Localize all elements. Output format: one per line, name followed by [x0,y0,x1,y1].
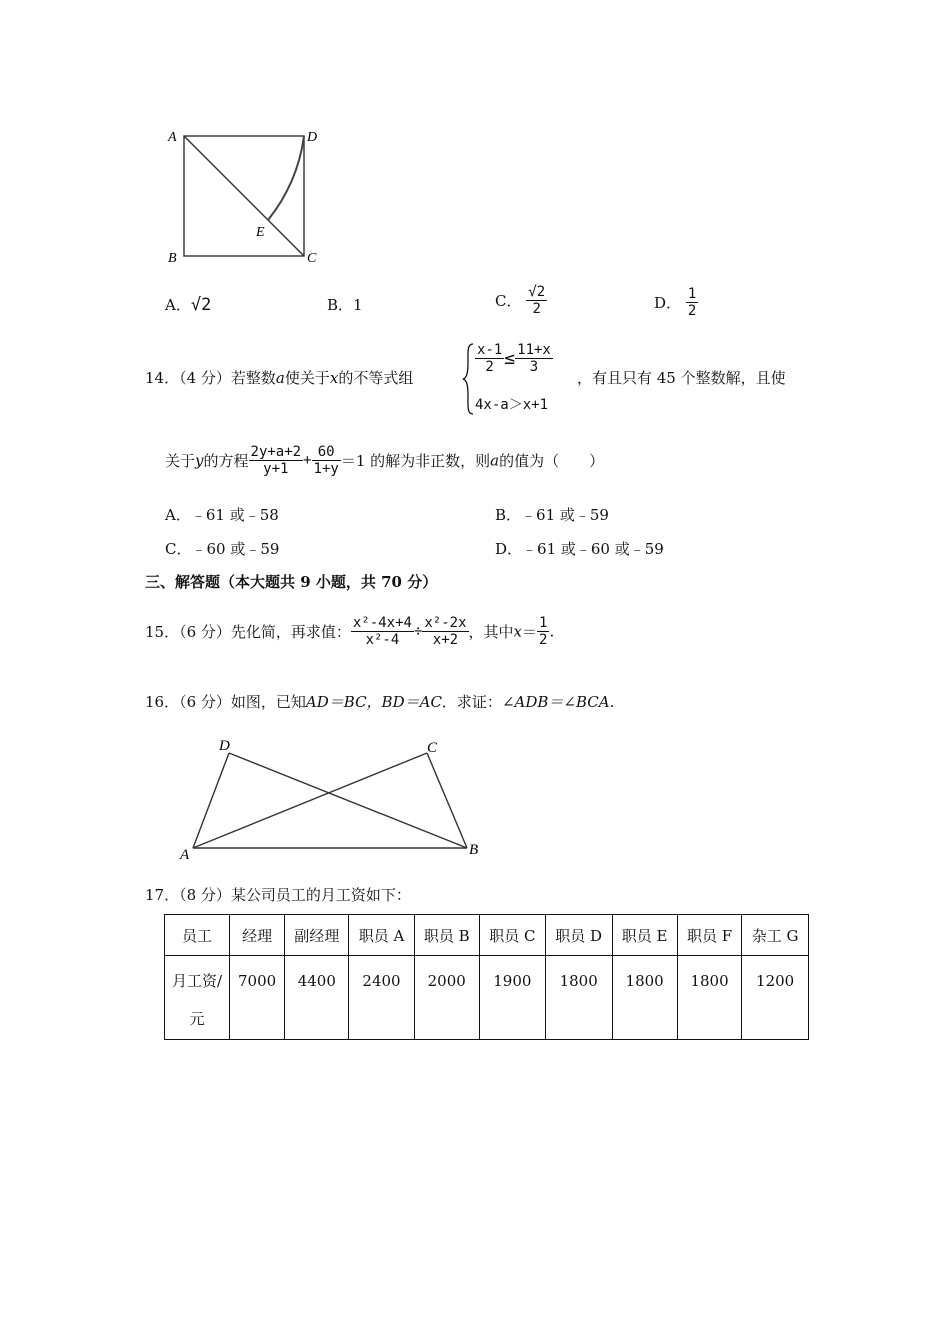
label-B: B [469,842,479,858]
label-C: C [427,740,438,756]
fraction: $\frac{√2}{2}$ [528,284,546,317]
label-D: D [307,130,318,145]
q13-option-c[interactable]: C． $\frac{√2}{2}$ [495,284,546,317]
table-header-cell: 职员 A [349,915,414,956]
table-row [165,956,809,1040]
q13-option-b[interactable]: B．1 [327,296,363,314]
table-header-cell: 职员 C [479,915,545,956]
table-header-row [165,915,809,956]
segment-bd [229,753,467,848]
q14-line2: 关于y的方程 $\frac{2y+a+2}{y+1}$ + $\frac{60}{1+y}$ ＝1 的解为非正数，则a的值为（ ） [165,444,605,477]
q14-option-b[interactable]: B．﹣61 或﹣59 [495,506,609,524]
label-B: B [168,251,177,266]
table-header-cell: 员工 [165,915,230,956]
q16-line: 16．（6 分）如图，已知AD＝BC，BD＝AC．求证：∠ADB＝∠BCA. [145,693,615,711]
section-heading: 三、解答题（本大题共 9 小题，共 70 分） [145,573,438,591]
q14-option-a[interactable]: A．﹣61 或﹣58 [165,506,279,524]
table-header-cell: 职员 F [677,915,742,956]
table-header-cell: 副经理 [285,915,349,956]
table-cell: 7000 [230,956,285,1040]
table-cell: 2000 [414,956,479,1040]
brace-icon [462,342,474,416]
table-header-cell: 职员 D [545,915,612,956]
q13-option-a[interactable]: A．√2 [165,295,212,315]
fraction: $\frac{\text{x²-2x}}{x+2}$ [424,615,467,648]
arc-de [268,136,304,220]
q14-line1: 14．（4 分）若整数a使关于x的不等式组 [145,369,414,387]
q14-option-d[interactable]: D．﹣61 或﹣60 或﹣59 [495,540,664,558]
q16-quadrilateral-figure [175,734,495,864]
q17-line: 17．（8 分）某公司员工的月工资如下： [145,886,411,904]
table-header-cell: 职员 B [414,915,479,956]
fraction: $\frac{\text{x²-4x+4}}{\text{x²-4}}$ [352,615,412,648]
table-cell: 1800 [612,956,677,1040]
table-cell: 1800 [545,956,612,1040]
table-cell: 1200 [742,956,809,1040]
table-cell: 1800 [677,956,742,1040]
segment-ac [193,753,427,848]
fraction: $\frac{1}{2}$ [539,615,548,648]
segment-ad [193,753,229,848]
table-cell: 4400 [285,956,349,1040]
wage-table [164,914,809,1040]
fraction: $\frac{2y+a+2}{y+1}$ [250,444,302,477]
q14-option-c[interactable]: C．﹣60 或﹣59 [165,540,280,558]
table-header-cell: 经理 [230,915,285,956]
table-header-cell: 杂工 G [742,915,809,956]
row-label-cell: 月工资/ 元 [165,956,230,1040]
label-A: A [168,130,177,145]
label-D: D [219,738,230,754]
label-C: C [307,251,317,266]
q14-line1-tail: ，有且只有 45 个整数解，且使 [577,369,786,387]
table-header-cell: 职员 E [612,915,677,956]
q13-square-figure [160,122,330,272]
fraction: $\frac{1}{2}$ [687,286,697,319]
q13-option-d[interactable]: D． $\frac{1}{2}$ [654,286,697,319]
label-E: E [256,225,265,240]
label-A: A [180,847,190,863]
table-cell: 2400 [349,956,414,1040]
fraction: $\frac{60}{1+y}$ [313,444,339,477]
table-cell: 1900 [479,956,545,1040]
diagonal-ac [184,136,304,256]
q15-line: 15．（6 分）先化简，再求值： $\frac{\text{x²-4x+4}}{\text{x²-4}}$ ÷ $\frac{\text{x²-2x}}{x+2}$ ，其中x＝ $\frac{1}{2}$ . [145,615,555,648]
